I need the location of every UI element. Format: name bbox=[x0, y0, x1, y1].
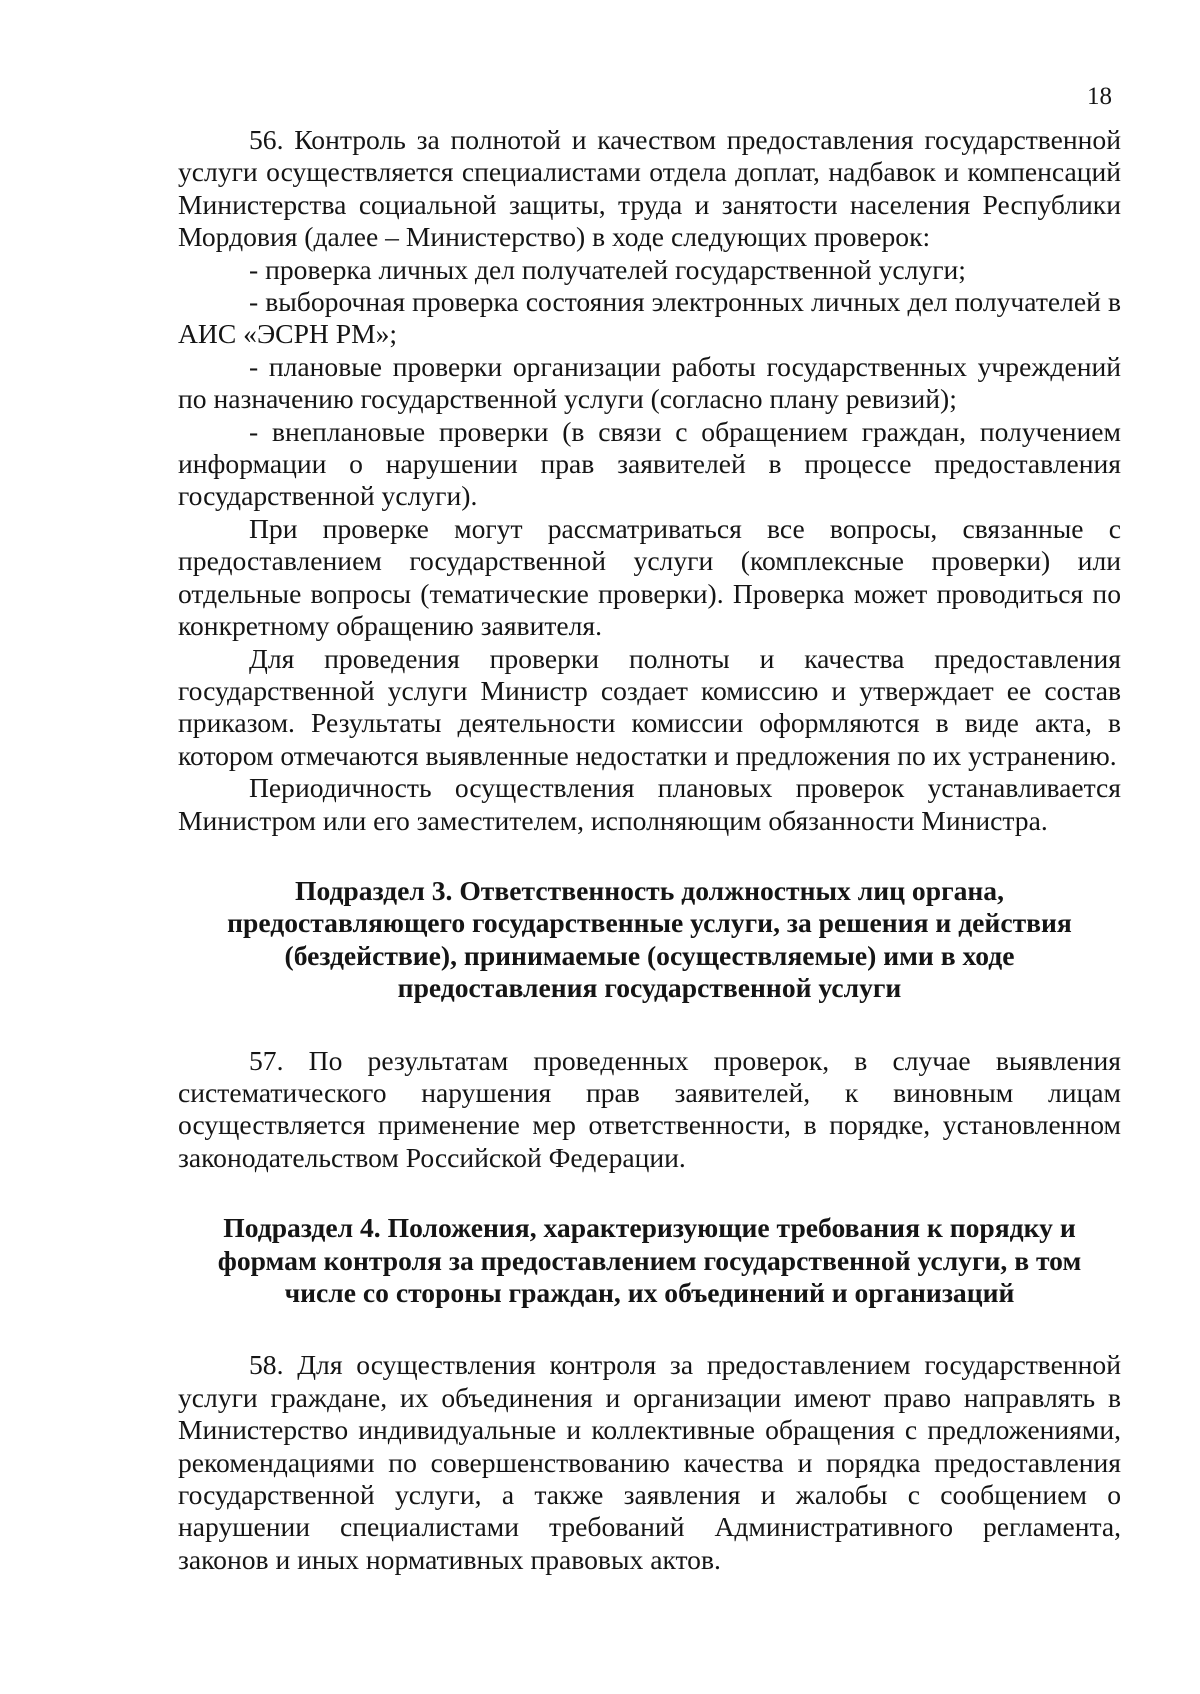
paragraph-56: 56. Контроль за полнотой и качеством предоставления государственной услуги осуществляется специалистами отдела доплат, надбавок и компенсаций Министерства социальной защиты, труда и занятости населения Республики Мордовия (далее – Министерство) в ходе следующих проверок: bbox=[178, 124, 1121, 253]
spacer bbox=[178, 837, 1121, 875]
list-item-personal-files-check: - проверка личных дел получателей государственной услуги; bbox=[249, 253, 966, 285]
heading-subsection-3: Подраздел 3. Ответственность должностных лиц органа, предоставляющего государственные услуги, за решения и действия (бездействие), принимаемые (осуществляемые) ими в ходе предоставления государственной услуги bbox=[227, 874, 1072, 1004]
page-number: 18 bbox=[1087, 83, 1112, 110]
list-item-planned-checks: - плановые проверки организации работы государственных учреждений по назначению государственной услуги (согласно плану ревизий); bbox=[178, 350, 1121, 415]
list-item-selective-check: - выборочная проверка состояния электронных личных дел получателей в АИС «ЭСРН РМ»; bbox=[178, 286, 1121, 350]
paragraph-periodicity: Периодичность осуществления плановых проверок устанавливается Министром или его заместителем, исполняющим обязанности Министра. bbox=[178, 772, 1121, 836]
paragraph-commission: Для проведения проверки полноты и качества предоставления государственной услуги Министр создает комиссию и утверждает ее состав приказом. Результаты деятельности комиссии оформляются в виде акта, в котором отмечаются выявленные недостатки и предложения по их устранению. bbox=[178, 642, 1121, 771]
spacer bbox=[178, 1005, 1121, 1045]
list-item-unplanned-checks: - внеплановые проверки (в связи с обращением граждан, получением информации о нарушении прав заявителей в процессе предоставления государственной услуги). bbox=[178, 415, 1121, 512]
document-body bbox=[178, 124, 1121, 1576]
heading-subsection-4: Подраздел 4. Положения, характеризующие требования к порядку и формам контроля за предоставлением государственной услуги, в том числе со стороны граждан, их объединений и организаций bbox=[217, 1212, 1082, 1308]
spacer bbox=[178, 1174, 1121, 1212]
paragraph-57: 57. По результатам проведенных проверок, в случае выявления систематического нарушения прав заявителей, к виновным лицам осуществляется применение мер ответственности, в порядке, установленном законодательством Российской Федерации. bbox=[178, 1044, 1121, 1173]
paragraph-check-scope: При проверке могут рассматриваться все вопросы, связанные с предоставлением государственной услуги (комплексные проверки) или отдельные вопросы (тематические проверки). Проверка может проводиться по конкретному обращению заявителя. bbox=[178, 512, 1121, 642]
paragraph-58: 58. Для осуществления контроля за предоставлением государственной услуги граждане, их объединения и организации имеют право направлять в Министерство индивидуальные и коллективные обращения с предложениями, рекомендациями по совершенствованию качества и порядка предоставления государственной услуги, а также заявления и жалобы с сообщением о нарушении специалистами требований Административного регламента, законов и иных нормативных правовых актов. bbox=[178, 1349, 1121, 1575]
spacer bbox=[178, 1309, 1121, 1349]
